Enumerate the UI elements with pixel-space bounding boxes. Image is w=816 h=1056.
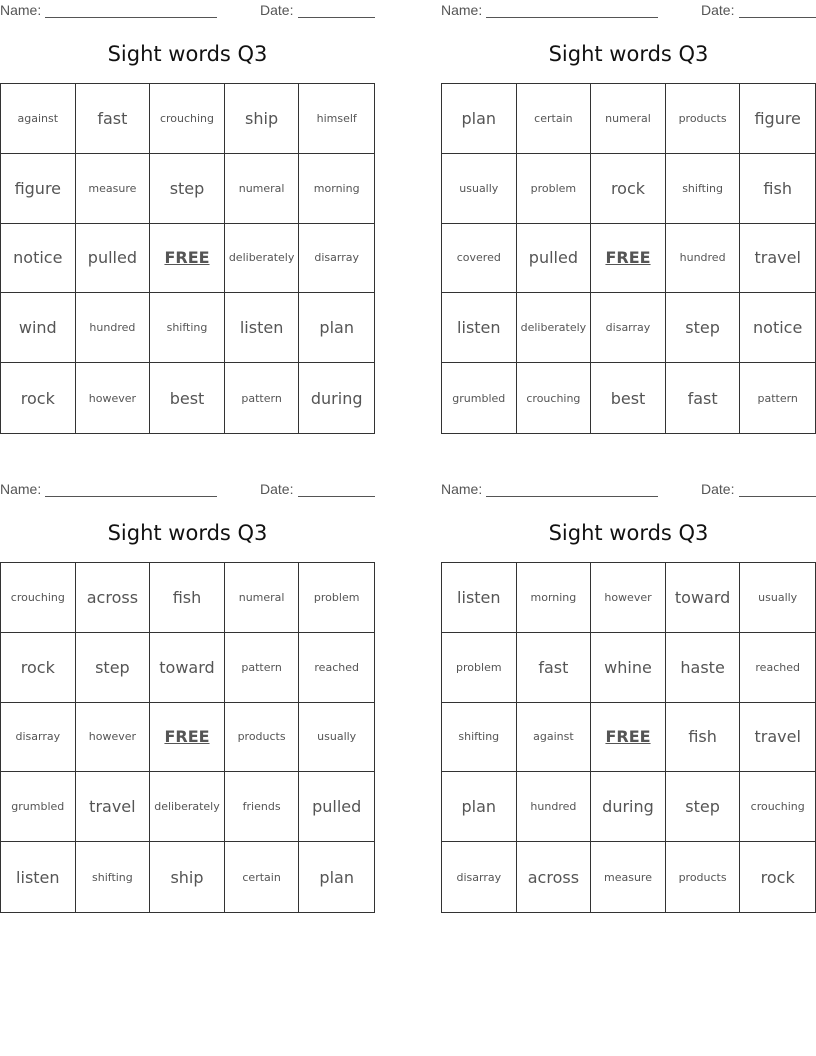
bingo-cell: however [591, 563, 666, 633]
bingo-cell: disarray [1, 703, 76, 773]
bingo-cell: products [666, 84, 741, 154]
bingo-cell: toward [150, 633, 225, 703]
bingo-cell: hundred [517, 772, 592, 842]
bingo-grid [441, 562, 816, 913]
bingo-cell: shifting [150, 293, 225, 363]
bingo-cell: step [150, 154, 225, 224]
bingo-cell: step [666, 293, 741, 363]
name-date-row [0, 2, 375, 20]
bingo-cell: shifting [666, 154, 741, 224]
bingo-cell: rock [760, 867, 795, 887]
bingo-cell: travel [76, 772, 151, 842]
bingo-cell: fast [666, 363, 741, 433]
bingo-cell: best [591, 363, 666, 433]
name-line [486, 17, 658, 18]
bingo-cell: step [666, 772, 741, 842]
bingo-grid [0, 562, 375, 913]
bingo-cell: step [76, 633, 151, 703]
bingo-cell: products [666, 842, 741, 912]
bingo-cell: certain [225, 842, 300, 912]
name-label: Name: [441, 481, 483, 497]
bingo-cell: hundred [76, 293, 151, 363]
bingo-cell: fast [76, 84, 151, 154]
date-label: Date: [701, 481, 735, 497]
bingo-cell: pulled [299, 772, 374, 842]
bingo-cell: listen [442, 293, 517, 363]
bingo-cell: deliberately [150, 772, 225, 842]
name-date-row [0, 481, 375, 499]
date-label: Date: [260, 481, 294, 497]
bingo-cell: fish [740, 154, 815, 224]
bingo-cell: reached [299, 633, 374, 703]
bingo-cell: usually [740, 563, 815, 633]
bingo-cell: travel [740, 224, 815, 294]
bingo-cell: pattern [225, 363, 300, 433]
date-label: Date: [701, 2, 735, 18]
name-label: Name: [0, 2, 42, 18]
bingo-cell: fish [666, 703, 741, 773]
bingo-cell: however [76, 703, 151, 773]
bingo-cell: figure [1, 154, 76, 224]
bingo-cell: haste [666, 633, 741, 703]
bingo-cell: however [76, 363, 151, 433]
bingo-cell: measure [76, 154, 151, 224]
date-line [298, 17, 375, 18]
bingo-cell: pulled [517, 224, 592, 294]
bingo-cell: fish [150, 563, 225, 633]
bingo-cell: numeral [225, 563, 300, 633]
bingo-cell: deliberately [517, 293, 592, 363]
name-date-row [441, 2, 816, 20]
bingo-cell: during [310, 388, 363, 408]
bingo-grid [441, 83, 816, 434]
bingo-cell: ship [150, 842, 225, 912]
bingo-cell: best [150, 363, 225, 433]
bingo-cell: disarray [442, 842, 517, 912]
free-space: FREE [150, 224, 225, 294]
bingo-cell: whine [591, 633, 666, 703]
bingo-cell: ship [225, 84, 300, 154]
bingo-cell: measure [591, 842, 666, 912]
bingo-cell: reached [740, 633, 815, 703]
bingo-cell: travel [740, 703, 815, 773]
bingo-cell: numeral [591, 84, 666, 154]
bingo-cell: crouching [150, 84, 225, 154]
bingo-cell: plan [299, 293, 374, 363]
bingo-cell: fast [517, 633, 592, 703]
bingo-cell: figure [740, 84, 815, 154]
bingo-cell: problem [299, 563, 374, 633]
date-label: Date: [260, 2, 294, 18]
bingo-cell: against [1, 84, 76, 154]
bingo-cell: grumbled [442, 363, 517, 433]
bingo-cell: morning [299, 154, 374, 224]
bingo-cell: across [517, 842, 592, 912]
bingo-cell: disarray [591, 293, 666, 363]
bingo-cell: shifting [442, 703, 517, 773]
bingo-cell: crouching [517, 363, 592, 433]
bingo-cell: deliberately [225, 224, 300, 294]
date-line [739, 496, 816, 497]
bingo-cell: products [225, 703, 300, 773]
bingo-cell: grumbled [1, 772, 76, 842]
date-line [298, 496, 375, 497]
card-title: Sight words Q3 [548, 42, 709, 66]
bingo-cell: friends [225, 772, 300, 842]
bingo-cell: rock [1, 363, 76, 433]
card-title: Sight words Q3 [107, 42, 268, 66]
bingo-cell: hundred [666, 224, 741, 294]
bingo-cell: toward [666, 563, 741, 633]
bingo-cell: usually [299, 703, 374, 773]
bingo-cell: problem [442, 633, 517, 703]
free-space: FREE [591, 224, 666, 294]
name-label: Name: [441, 2, 483, 18]
bingo-grid [0, 83, 375, 434]
name-line [45, 496, 217, 497]
card-title: Sight words Q3 [107, 521, 268, 545]
card-title: Sight words Q3 [548, 521, 709, 545]
bingo-cell: listen [225, 293, 300, 363]
bingo-cell: crouching [740, 772, 815, 842]
bingo-cell: during [591, 772, 666, 842]
bingo-cell: problem [517, 154, 592, 224]
name-line [45, 17, 217, 18]
bingo-cell: wind [1, 293, 76, 363]
bingo-cell: morning [517, 563, 592, 633]
bingo-cell: plan [442, 772, 517, 842]
bingo-cell: pulled [76, 224, 151, 294]
name-date-row [441, 481, 816, 499]
bingo-cell: listen [1, 842, 76, 912]
free-space: FREE [591, 703, 666, 773]
bingo-cell: plan [442, 84, 517, 154]
bingo-cell: against [517, 703, 592, 773]
bingo-cell: covered [442, 224, 517, 294]
bingo-cell: rock [1, 633, 76, 703]
bingo-cell: himself [299, 84, 374, 154]
bingo-cell: crouching [1, 563, 76, 633]
bingo-cell: plan [319, 867, 354, 887]
bingo-cell: pattern [225, 633, 300, 703]
bingo-cell: shifting [76, 842, 151, 912]
name-label: Name: [0, 481, 42, 497]
bingo-cell: usually [442, 154, 517, 224]
bingo-cell: notice [1, 224, 76, 294]
bingo-cell: pattern [757, 391, 798, 405]
date-line [739, 17, 816, 18]
bingo-cell: numeral [225, 154, 300, 224]
bingo-cell: certain [517, 84, 592, 154]
bingo-cell: listen [442, 563, 517, 633]
bingo-cell: disarray [299, 224, 374, 294]
bingo-cell: across [76, 563, 151, 633]
free-space: FREE [150, 703, 225, 773]
name-line [486, 496, 658, 497]
bingo-cell: notice [740, 293, 815, 363]
bingo-cell: rock [591, 154, 666, 224]
